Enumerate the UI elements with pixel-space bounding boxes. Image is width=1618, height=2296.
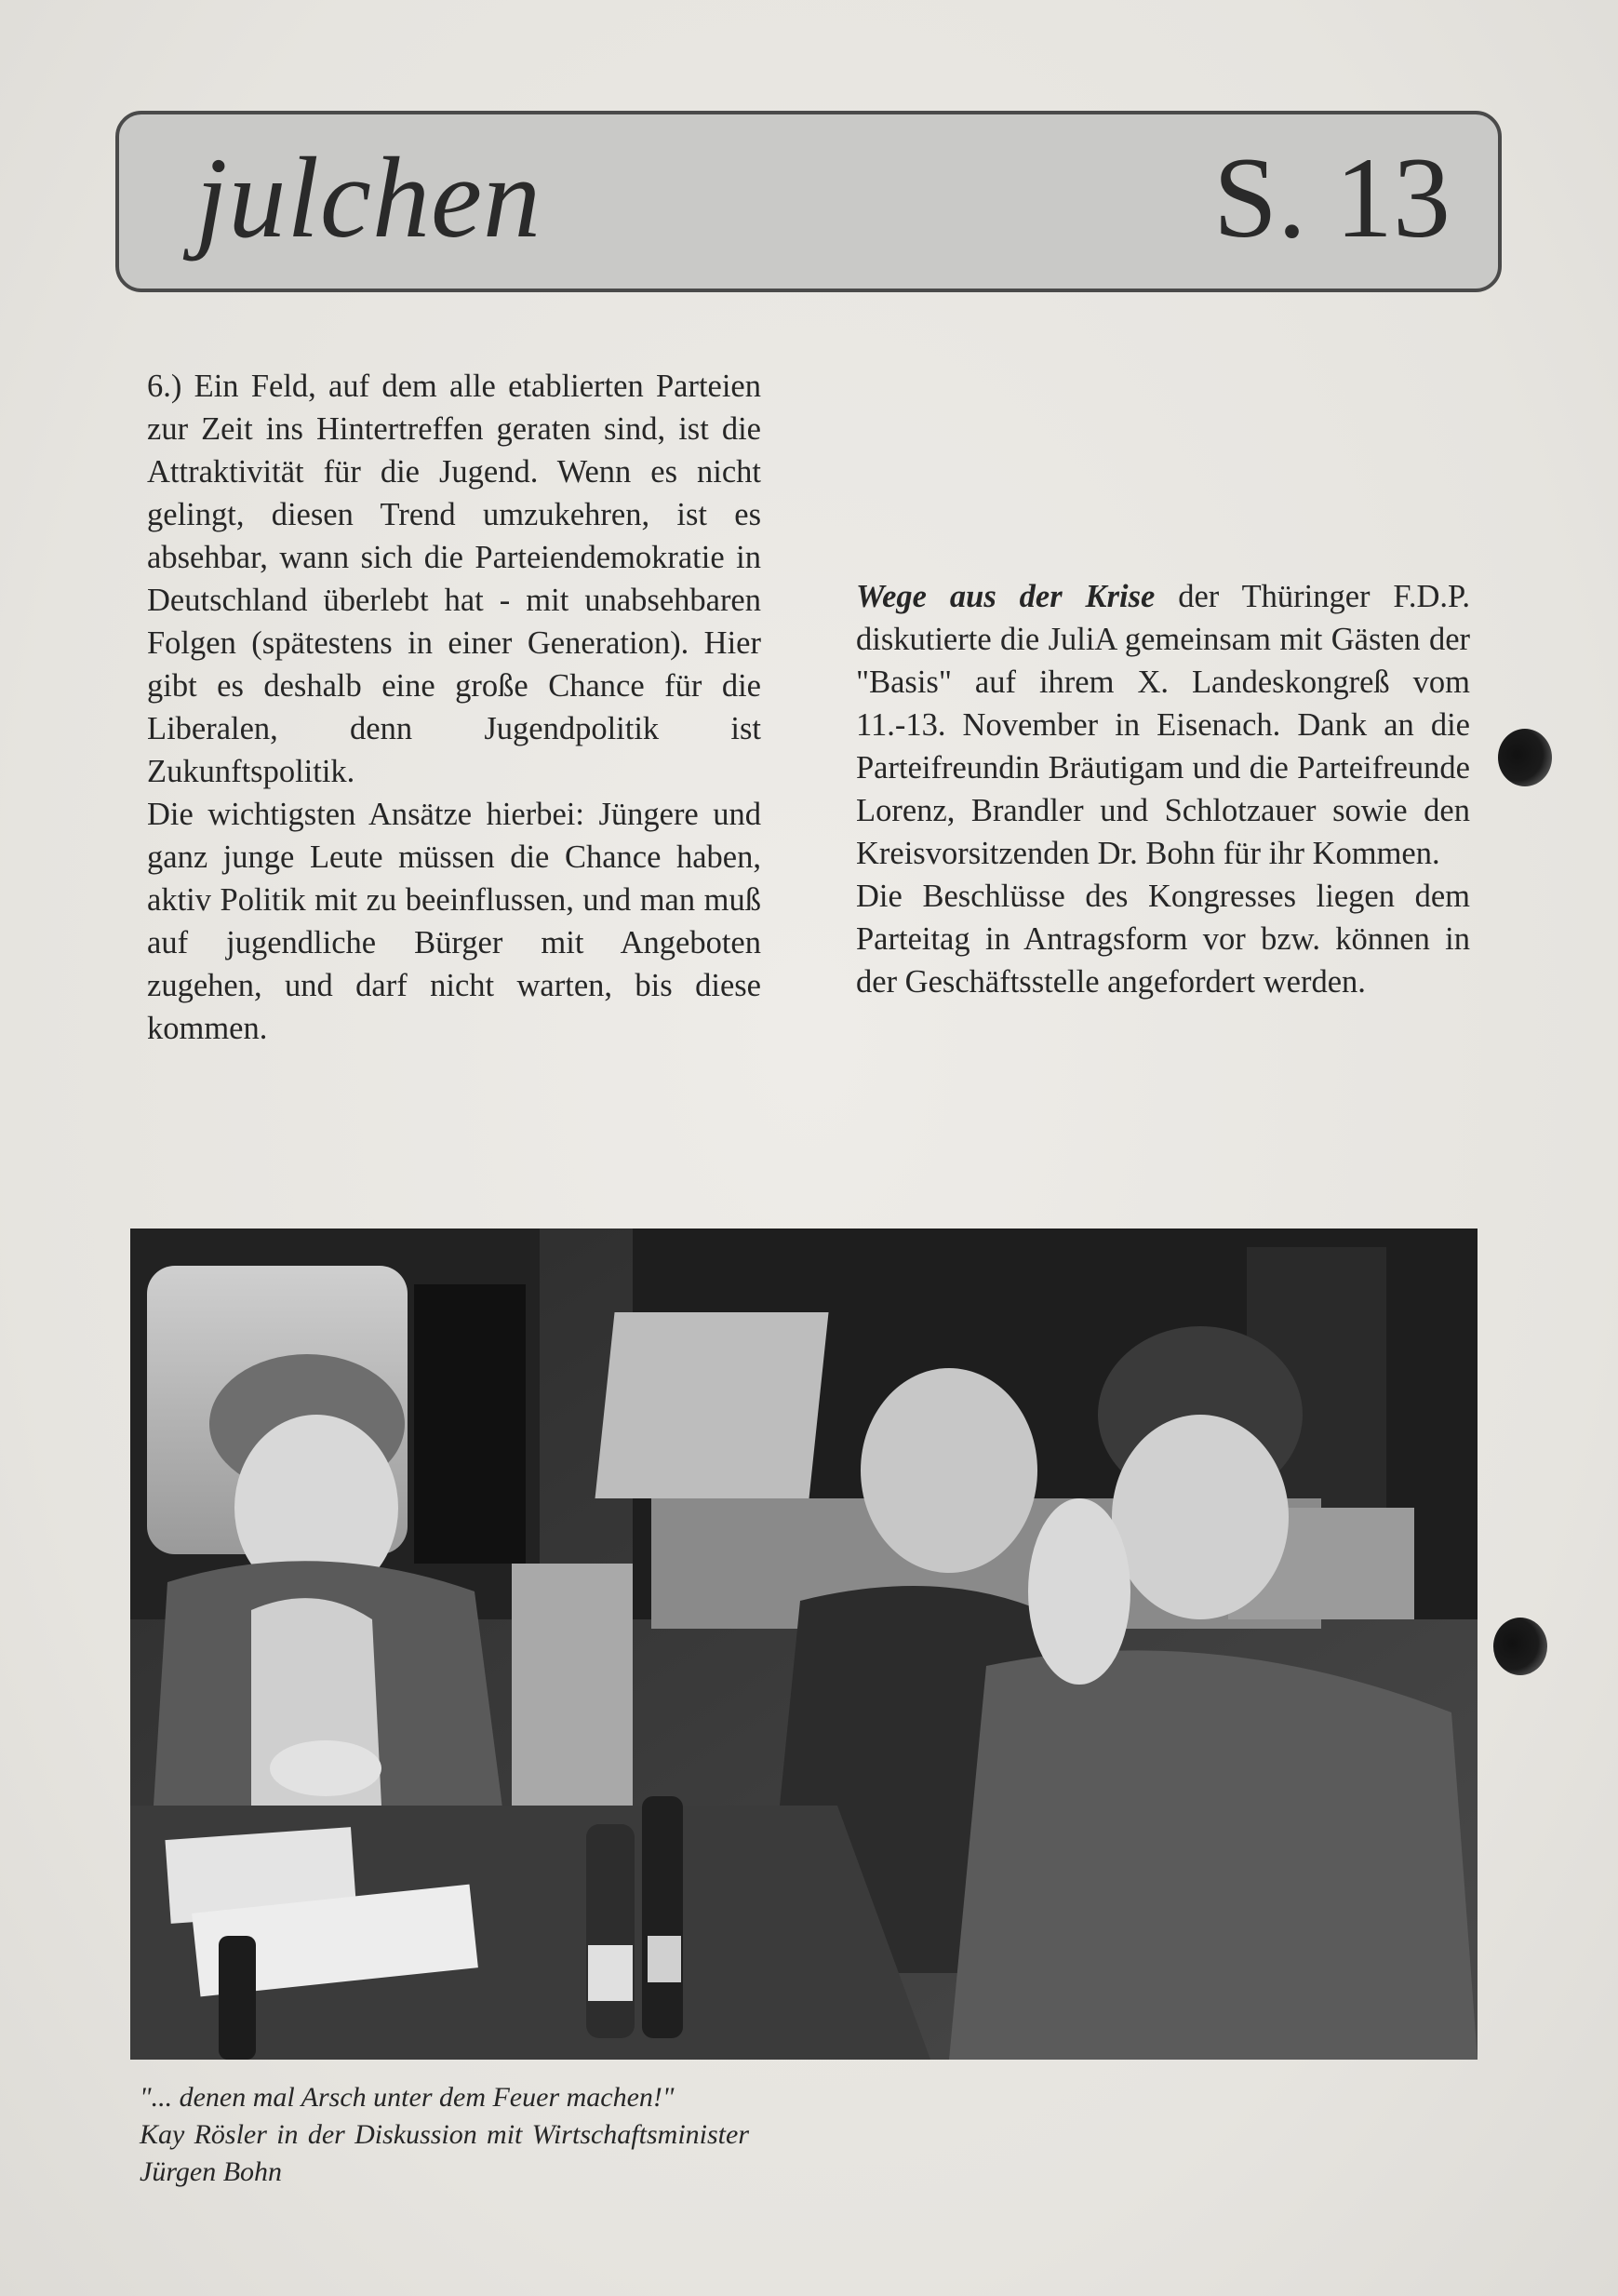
- lead-text: der Thüringer F.D.P. diskutierte die JuliA gemeinsam mit Gästen der "Basis" auf ihrem X. Landeskongreß vom 11.-13. November in Eisenach. Dank an die Parteifreundin Bräutigam und die Parteifreunde Lorenz, Brandler und Schlotzauer sowie den Kreisvorsitzenden Dr. Bohn für ihr Kommen.: [856, 579, 1470, 871]
- newsletter-title: julchen: [195, 134, 542, 262]
- discussion-photo: [130, 1229, 1478, 2060]
- page-number: S. 13: [1213, 134, 1451, 262]
- left-article-column: [147, 365, 761, 1050]
- caption-quote: "... denen mal Arsch unter dem Feuer machen!": [140, 2082, 675, 2113]
- photo-illustration: [130, 1229, 1478, 2060]
- right-article-column: [856, 575, 1470, 1003]
- right-paragraph-1: [856, 575, 1470, 875]
- lead-emphasis: Wege aus der Krise: [856, 579, 1156, 614]
- photo-caption: [140, 2079, 749, 2191]
- left-paragraph-1: 6.) Ein Feld, auf dem alle etablierten Parteien zur Zeit ins Hintertreffen geraten sind, ist die Attraktivität für die Jugend. Wenn es nicht gelingt, diesen Trend umzukehren, ist es absehbar, wann sich die Parteiendemokratie in Deutschland überlebt hat - mit unabsehbaren Folgen (spätestens in einer Generation). Hier gibt es deshalb eine große Chance für die Liberalen, denn Jugendpolitik ist Zukunftspolitik.: [147, 369, 761, 789]
- right-paragraph-2: Die Beschlüsse des Kongresses liegen dem Parteitag in Antragsform vor bzw. können in der Geschäftsstelle angefordert werden.: [856, 879, 1470, 1000]
- punch-hole-bottom: [1493, 1618, 1547, 1675]
- punch-hole-top: [1498, 729, 1552, 786]
- caption-description: Kay Rösler in der Diskussion mit Wirtschaftsminister Jürgen Bohn: [140, 2119, 749, 2187]
- left-paragraph-2: Die wichtigsten Ansätze hierbei: Jüngere und ganz junge Leute müssen die Chance haben, aktiv Politik mit zu beeinflussen, und man muß auf jugendliche Bürger mit Angeboten zugehen, und darf nicht warten, bis diese kommen.: [147, 797, 761, 1046]
